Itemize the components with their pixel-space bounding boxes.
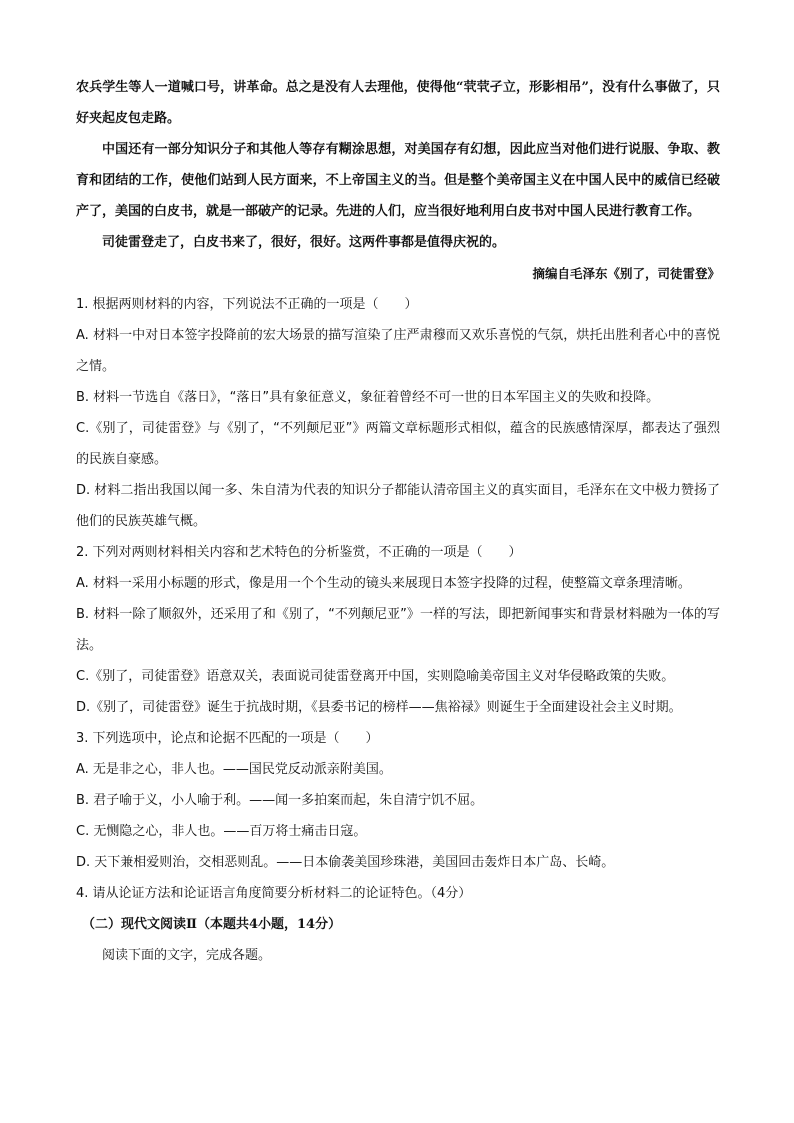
question-1: [76, 289, 720, 537]
option-d: D. 天下兼相爱则治，交相恶则乱。——日本偷袭美国珍珠港，美国回击轰炸日本广岛、长崎。: [76, 855, 615, 870]
question-stem: 3. 下列选项中，论点和论据不匹配的一项是（ ）: [76, 731, 379, 746]
option-a: A. 材料一采用小标题的形式，像是用一个个生动的镜头来展现日本签字投降的过程，使整篇文章条理清晰。: [76, 576, 691, 591]
option-b: B. 君子喻于义，小人喻于利。——闻一多拍案而起，朱自清宁饥不屈。: [76, 793, 484, 808]
passage-source: 摘编自毛泽东《别了，司徒雷登》: [532, 266, 720, 281]
section-header: （二）现代文阅读Ⅱ（本题共4小题，14分）: [82, 917, 342, 932]
section-instruction: 阅读下面的文字，完成各题。: [102, 948, 272, 963]
option-c: C. 无恻隐之心，非人也。——百万将士痛击日寇。: [76, 824, 367, 839]
question-2: [76, 537, 720, 723]
question-4: [76, 878, 720, 909]
passage-paragraph: 中国还有一部分知识分子和其他人等存有糊涂思想，对美国存有幻想，因此应当对他们进行说服、争取、教育和团结的工作，使他们站到人民方面来，不上帝国主义的当。但是整个美帝国主义在中国人民中的威信已经破产了，美国的白皮书，就是一部破产的记录。先进的人们，应当很好地利用白皮书对中国人民进行教育工作。: [76, 142, 720, 219]
option-b: B. 材料一节选自《落日》，“落日”具有象征意义，象征着曾经不可一世的日本军国主义的失败和投降。: [76, 390, 660, 405]
passage-paragraph: 司徒雷登走了，白皮书来了，很好，很好。这两件事都是值得庆祝的。: [102, 235, 506, 250]
option-c: C.《别了，司徒雷登》语意双关，表面说司徒雷登离开中国，实则隐喻美帝国主义对华侵略政策的失败。: [76, 669, 675, 684]
option-b: B. 材料一除了顺叙外，还采用了和《别了，“不列颠尼亚”》一样的写法，即把新闻事实和背景材料融为一体的写法。: [76, 607, 720, 653]
option-a: A. 材料一中对日本签字投降前的宏大场景的描写渲染了庄严肃穆而又欢乐喜悦的气氛，烘托出胜利者心中的喜悦之情。: [76, 328, 720, 374]
option-a: A. 无是非之心，非人也。——国民党反动派亲附美国。: [76, 762, 392, 777]
document-page: [76, 72, 720, 971]
question-stem: 1. 根据两则材料的内容，下列说法不正确的一项是（ ）: [76, 297, 418, 312]
question-3: [76, 723, 720, 878]
option-c: C.《别了，司徒雷登》与《别了，“不列颠尼亚”》两篇文章标题形式相似，蕴含的民族感情深厚，都表达了强烈的民族自豪感。: [76, 421, 720, 467]
question-stem: 4. 请从论证方法和论证语言角度简要分析材料二的论证特色。（4分）: [76, 886, 472, 901]
question-stem: 2. 下列对两则材料相关内容和艺术特色的分析鉴赏，不正确的一项是（ ）: [76, 545, 522, 560]
option-d: D. 材料二指出我国以闻一多、朱自清为代表的知识分子都能认清帝国主义的真实面目，毛泽东在文中极力赞扬了他们的民族英雄气概。: [76, 483, 720, 529]
option-d: D.《别了，司徒雷登》诞生于抗战时期，《县委书记的榜样——焦裕禄》则诞生于全面建设社会主义时期。: [76, 700, 682, 715]
passage-paragraph: 农兵学生等人一道喊口号，讲革命。总之是没有人去理他，使得他“茕茕孑立，形影相吊”，没有什么事做了，只好夹起皮包走路。: [76, 80, 720, 126]
